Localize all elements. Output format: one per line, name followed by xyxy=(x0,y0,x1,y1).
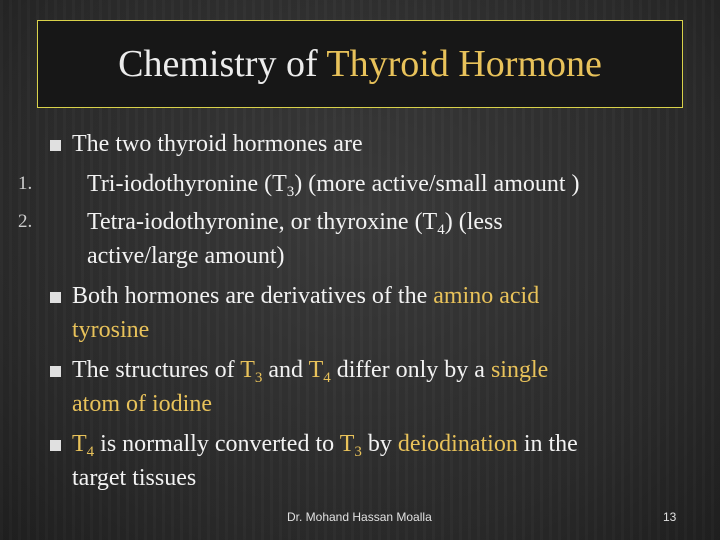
item-number: 1. xyxy=(18,173,33,194)
text-segment: and xyxy=(262,357,309,383)
highlight-text: tyrosine xyxy=(72,317,150,343)
bullet-text: target tissues xyxy=(72,465,197,491)
subscript: 4 xyxy=(323,370,331,386)
highlight-text: T xyxy=(240,357,255,383)
slide-title xyxy=(118,42,602,86)
text-segment: differ only by a xyxy=(330,357,491,383)
bullet-text xyxy=(72,427,578,461)
square-bullet-icon xyxy=(50,440,61,451)
text-segment: by xyxy=(361,431,398,457)
item-number: 2. xyxy=(18,211,33,232)
subscript: 3 xyxy=(286,184,295,200)
subscript: 4 xyxy=(86,444,95,460)
highlight-text: amino acid xyxy=(433,283,540,309)
highlight-text: T xyxy=(308,357,324,383)
subscript: 3 xyxy=(254,370,263,386)
subscript: 3 xyxy=(354,444,362,460)
title-part1: Chemistry of xyxy=(118,43,327,85)
bullet-text: The two thyroid hormones are xyxy=(72,131,363,157)
text-segment: ) (more active/small amount ) xyxy=(294,171,580,197)
text-segment: The structures of xyxy=(72,357,241,383)
title-part2: Thyroid Hormone xyxy=(326,43,602,85)
text-segment: in the xyxy=(517,431,578,457)
highlight-text: T xyxy=(72,431,87,457)
text-segment: Both hormones are derivatives of the xyxy=(72,283,434,309)
bullet-text xyxy=(72,279,539,313)
text-segment: is normally converted to xyxy=(94,431,340,457)
highlight-text: single xyxy=(490,357,549,383)
item-text xyxy=(87,205,503,239)
footer-author: Dr. Mohand Hassan Moalla xyxy=(287,510,432,524)
highlight-text: atom of iodine xyxy=(72,391,212,417)
highlight-text: deiodination xyxy=(397,431,518,457)
square-bullet-icon xyxy=(50,366,61,377)
title-box xyxy=(37,20,683,108)
item-text xyxy=(87,167,580,201)
bullet-text xyxy=(72,353,548,387)
item-text: active/large amount) xyxy=(87,243,285,269)
subscript: 4 xyxy=(437,222,445,238)
highlight-text: T xyxy=(339,431,355,457)
square-bullet-icon xyxy=(50,140,61,151)
text-segment: ) (less xyxy=(444,209,503,235)
square-bullet-icon xyxy=(50,292,61,303)
text-segment: Tri-iodothyronine (T xyxy=(87,171,287,197)
page-number: 13 xyxy=(663,510,677,524)
text-segment: Tetra-iodothyronine, or thyroxine (T xyxy=(87,209,438,235)
